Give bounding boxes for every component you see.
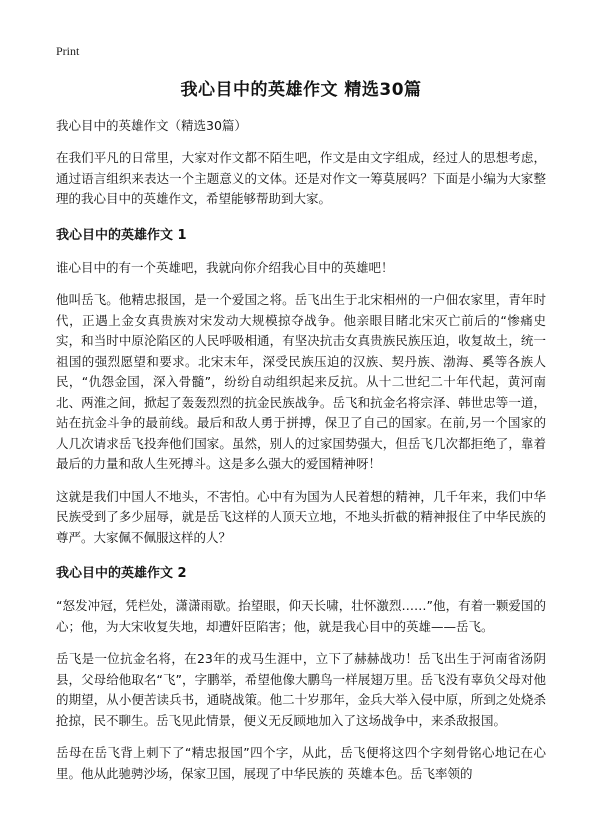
page-title: 我心目中的英雄作文 精选30篇 — [180, 80, 422, 100]
section-heading-1: 我心目中的英雄作文 1 — [56, 227, 187, 243]
intro-paragraph: 在我们平凡的日常里，大家对作文都不陌生吧，作文是由文字组成，经过人的思想考虑，通过语言组织来表达一个主题意义的文体。还是对作文一筹莫展吗？下面是小编为大家整理的我心目中的英雄作文，希望能够帮助到大家。 — [56, 150, 546, 206]
article-subtitle: 我心目中的英雄作文（精选30篇） — [56, 118, 247, 133]
paragraph: “怒发冲冠，凭栏处，潇潇雨歇。抬望眼，仰天长啸，壮怀激烈……”他，有着一颗爱国的心；他，为大宋收复失地，却遭奸臣陷害；他，就是我心目中的英雄——岳飞。 — [56, 598, 546, 634]
section-heading-2: 我心目中的英雄作文 2 — [56, 566, 187, 581]
paragraph: 这就是我们中国人不地头，不害怕。心中有为国为人民着想的精神，几千年来，我们中华民族受到了多少屈辱，就是岳飞这样的人顶天立地，不地头折截的精神报住了中华民族的尊严。大家佩不佩服这样的人？ — [56, 488, 546, 545]
paragraph: 谁心目中的有一个英雄吧，我就向你介绍我心目中的英雄吧！ — [56, 259, 394, 275]
article — [56, 76, 546, 796]
print-link[interactable]: Print — [56, 44, 80, 58]
paragraph: 他叫岳飞。他精忠报国，是一个爱国之将。岳飞出生于北宋相州的一户佃农家里，青年时代，正遇上金女真贵族对宋发动大规模掠夺战争。他亲眼目睹北宋灭亡前后的“惨痛史实，和当时中原沦陷区的人民呼吸相通，有坚决抗击女真贵族民族压迫，收复故土，统一祖国的强烈愿望和要求。北宋末年，深受民族压迫的汉族、契丹族、渤海、奚等各族人民，“仇怨金国，深入骨髓”，纷纷自动组织起来反抗。从十二世纪二十年代起，黄河南北、两淮之间，掀起了轰轰烈烈的抗金民族战争。岳飞和抗金名将宗泽、韩世忠等一道，站在抗金斗争的最前线。最后和敌人勇于拼搏，保卫了自己的国家。在前,另一个国家的人几次请求岳飞投奔他们国家。虽然，别人的过家国势强大，但岳飞几次都拒绝了，靠着最后的力量和敌人生死搏斗。这是多么强大的爱国精神呀！ — [56, 292, 546, 471]
paragraph: 岳母在岳飞背上刺下了“精忠报国”四个字，从此，岳飞便将这四个字刻骨铭心地记在心里。他从此驰骋沙场，保家卫国，展现了中华民族的 英雄本色。岳飞率领的 — [56, 745, 546, 781]
paragraph: 岳飞是一位抗金名将，在23年的戎马生涯中，立下了赫赫战功！岳飞出生于河南省汤阴县，父母给他取名“飞”，字鹏举，希望他像大鹏鸟一样展翅万里。岳飞没有辜负父母对他的期望，从小便苦读兵书，通晓战策。他二十岁那年，金兵大举入侵中原，所到之处烧杀抢掠，民不聊生。岳飞见此情景，便义无反顾地加入了这场战争中，来杀敌报国。 — [56, 651, 546, 728]
